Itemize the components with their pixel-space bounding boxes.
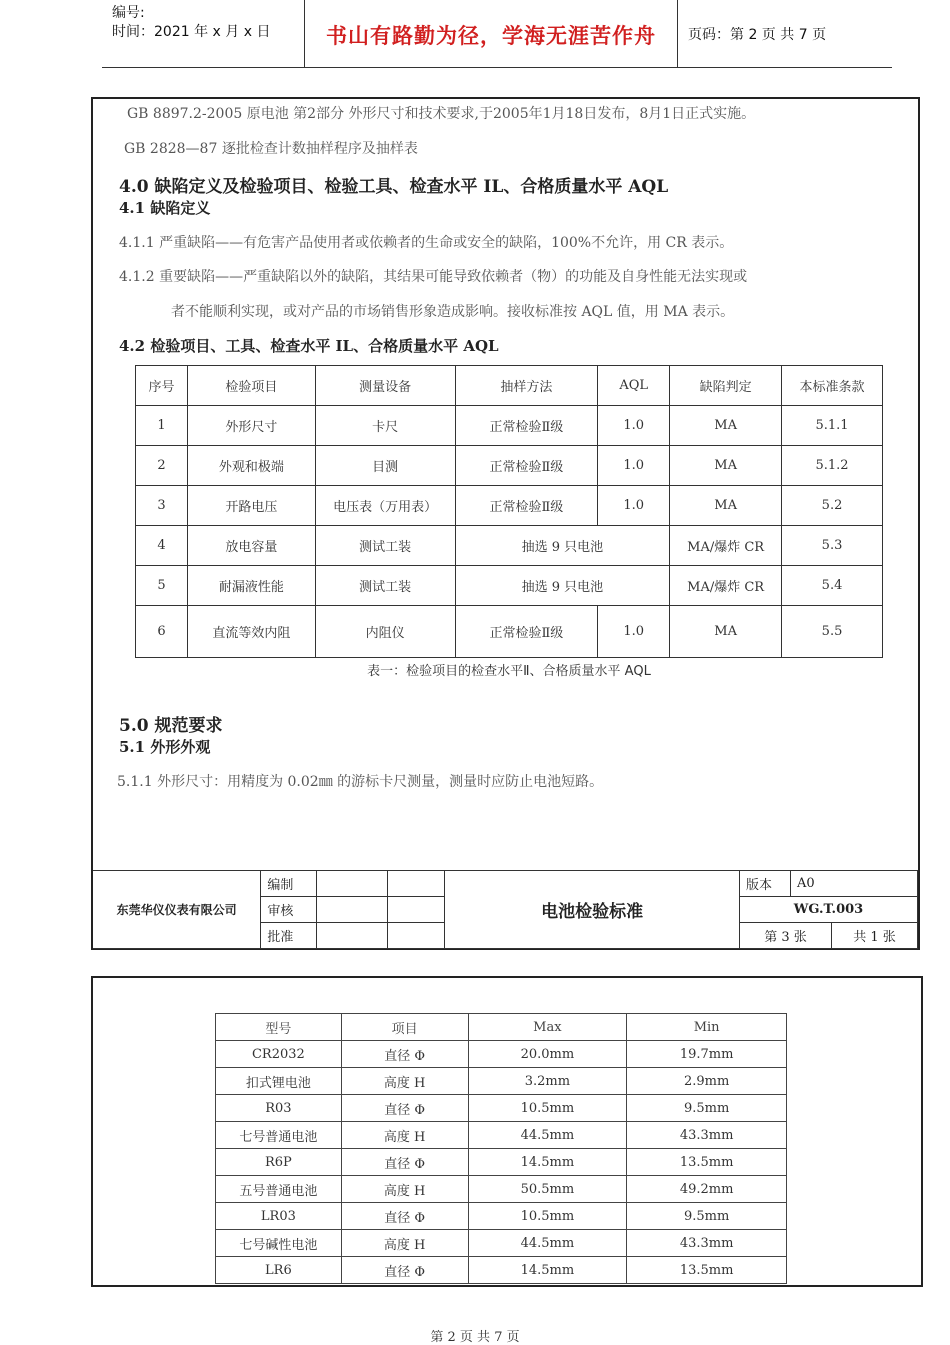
table-cell: 直径 Φ <box>341 1149 468 1176</box>
sheet-number: 第 3 张 <box>740 923 832 949</box>
table-row <box>216 1230 787 1257</box>
table-cell: 10.5mm <box>468 1095 627 1122</box>
table-cell: 1.0 <box>598 606 670 658</box>
header-divider <box>677 0 678 68</box>
table-cell: 2 <box>136 446 188 486</box>
subsection-title: 5.1 外形外观 <box>119 738 211 756</box>
table-header: 序号 <box>136 366 188 406</box>
subsection-title: 4.2 检验项目、工具、检查水平 IL、合格质量水平 AQL <box>119 337 499 355</box>
battery-type: 七号普通电池 <box>216 1122 342 1149</box>
battery-model: R6P <box>216 1149 342 1176</box>
table-cell: 卡尺 <box>315 406 455 446</box>
table-cell: MA <box>670 606 782 658</box>
table-cell: 1.0 <box>598 486 670 526</box>
document-title: 电池检验标准 <box>445 871 740 949</box>
table-cell: 14.5mm <box>468 1149 627 1176</box>
table-cell: 43.3mm <box>627 1122 787 1149</box>
signature-cell <box>317 923 388 949</box>
version-value: A0 <box>791 871 918 897</box>
table-cell: 49.2mm <box>627 1176 787 1203</box>
table-cell: 正常检验Ⅱ级 <box>455 486 598 526</box>
table-cell: 测试工装 <box>315 526 455 566</box>
table-header: 型号 <box>216 1014 342 1041</box>
section-title: 4.0 缺陷定义及检验项目、检验工具、检查水平 IL、合格质量水平 AQL <box>119 177 669 197</box>
table-caption: 表一：检验项目的检查水平Ⅱ、合格质量水平 AQL <box>367 664 651 679</box>
table-header: Min <box>627 1014 787 1041</box>
table-cell: MA/爆炸 CR <box>670 566 782 606</box>
battery-model: LR6 <box>216 1257 342 1284</box>
table-row <box>136 566 883 606</box>
table-cell: 外观和极端 <box>187 446 315 486</box>
table-cell: 放电容量 <box>187 526 315 566</box>
table-cell: 高度 H <box>341 1122 468 1149</box>
table-cell: 4 <box>136 526 188 566</box>
battery-model: R03 <box>216 1095 342 1122</box>
table-cell: 直径 Φ <box>341 1257 468 1284</box>
table-cell: 电压表（万用表） <box>315 486 455 526</box>
table-cell: 正常检验Ⅱ级 <box>455 606 598 658</box>
motto: 书山有路勤为径，学海无涯苦作舟 <box>326 24 656 48</box>
table-row <box>216 1041 787 1068</box>
sheet-total: 共 1 张 <box>831 923 917 949</box>
number-label: 编号: <box>112 5 145 21</box>
page-number: 页码：第 2 页 共 7 页 <box>688 27 827 43</box>
header-rule <box>102 67 892 68</box>
table-cell: 5.5 <box>782 606 883 658</box>
company-name: 东莞华仪仪表有限公司 <box>93 871 261 949</box>
page-footer-number: 第 2 页 共 7 页 <box>430 1330 520 1345</box>
title-block <box>93 870 918 949</box>
section-title: 5.0 规范要求 <box>119 716 223 736</box>
dimension-table <box>215 1013 787 1284</box>
table-row <box>216 1068 787 1095</box>
table-cell: 1.0 <box>598 406 670 446</box>
table-cell: 9.5mm <box>627 1203 787 1230</box>
inspection-table <box>135 365 883 658</box>
table-cell: 测试工装 <box>315 566 455 606</box>
version-label: 版本 <box>740 871 791 897</box>
table-cell: 直径 Φ <box>341 1203 468 1230</box>
header-meta <box>112 4 270 42</box>
table-cell: 3 <box>136 486 188 526</box>
table-header: 本标准条款 <box>782 366 883 406</box>
battery-model: CR2032 <box>216 1041 342 1068</box>
table-cell: 20.0mm <box>468 1041 627 1068</box>
table-row <box>136 486 883 526</box>
table-cell: MA <box>670 406 782 446</box>
table-cell: 9.5mm <box>627 1095 787 1122</box>
signature-cell <box>317 897 388 923</box>
table-cell: 高度 H <box>341 1176 468 1203</box>
table-cell: 直径 Φ <box>341 1095 468 1122</box>
table-cell: MA <box>670 486 782 526</box>
date-cell <box>388 897 445 923</box>
table-cell: 44.5mm <box>468 1122 627 1149</box>
defect-definition: 4.1.2 重要缺陷——严重缺陷以外的缺陷，其结果可能导致依赖者（物）的功能及自身性能无法实现或 <box>119 269 748 285</box>
table-cell: 高度 H <box>341 1068 468 1095</box>
table-header-row <box>216 1014 787 1041</box>
table-row <box>216 1149 787 1176</box>
table-cell: 5.1.2 <box>782 446 883 486</box>
approve-label: 批准 <box>261 923 317 949</box>
date-cell <box>388 871 445 897</box>
table-header: 项目 <box>341 1014 468 1041</box>
table-cell: 抽选 9 只电池 <box>455 566 670 606</box>
table-row <box>216 1257 787 1284</box>
table-cell: 5.2 <box>782 486 883 526</box>
table-cell: 6 <box>136 606 188 658</box>
table-cell: 1.0 <box>598 446 670 486</box>
table-cell: 5.4 <box>782 566 883 606</box>
table-cell: 外形尺寸 <box>187 406 315 446</box>
table-header: AQL <box>598 366 670 406</box>
table-cell: 1 <box>136 406 188 446</box>
subsection-title: 4.1 缺陷定义 <box>119 199 211 217</box>
requirement-item: 5.1.1 外形尺寸：用精度为 0.02㎜ 的游标卡尺测量，测量时应防止电池短路。 <box>117 774 604 790</box>
review-label: 审核 <box>261 897 317 923</box>
table-cell: 直径 Φ <box>341 1041 468 1068</box>
table-row <box>136 526 883 566</box>
table-cell: 内阻仪 <box>315 606 455 658</box>
table-cell: 直流等效内阻 <box>187 606 315 658</box>
table-cell: 高度 H <box>341 1230 468 1257</box>
table-cell: 3.2mm <box>468 1068 627 1095</box>
reference-standard: GB 8897.2-2005 原电池 第2部分 外形尺寸和技术要求,于2005年1月18日发布，8月1日正式实施。 <box>127 106 756 122</box>
table-row <box>216 1176 787 1203</box>
table-cell: 44.5mm <box>468 1230 627 1257</box>
table-cell: 5.1.1 <box>782 406 883 446</box>
table-row <box>216 1122 787 1149</box>
table-cell: 耐漏液性能 <box>187 566 315 606</box>
table-cell: 开路电压 <box>187 486 315 526</box>
defect-definition-cont: 者不能顺利实现，或对产品的市场销售形象造成影响。接收标准按 AQL 值，用 MA 表示。 <box>171 304 735 320</box>
table-cell: 5.3 <box>782 526 883 566</box>
edit-label: 编制 <box>261 871 317 897</box>
table-cell: 5 <box>136 566 188 606</box>
document-code: WG.T.003 <box>740 897 918 923</box>
table-row <box>216 1203 787 1230</box>
table-cell: 43.3mm <box>627 1230 787 1257</box>
table-header-row <box>136 366 883 406</box>
battery-type: 七号碱性电池 <box>216 1230 342 1257</box>
table-header: 测量设备 <box>315 366 455 406</box>
date-cell <box>388 923 445 949</box>
time-label: 时间：2021 年 x 月 x 日 <box>112 24 271 40</box>
table-row <box>136 406 883 446</box>
table-cell: 50.5mm <box>468 1176 627 1203</box>
battery-type: 扣式锂电池 <box>216 1068 342 1095</box>
table-cell: 13.5mm <box>627 1149 787 1176</box>
table-row <box>136 446 883 486</box>
table-row <box>136 606 883 658</box>
table-cell: 目测 <box>315 446 455 486</box>
table-cell: 13.5mm <box>627 1257 787 1284</box>
table-cell: 2.9mm <box>627 1068 787 1095</box>
table-cell: 正常检验Ⅱ级 <box>455 446 598 486</box>
table-cell: 正常检验Ⅱ级 <box>455 406 598 446</box>
table-cell: 14.5mm <box>468 1257 627 1284</box>
table-row <box>216 1095 787 1122</box>
table-cell: 抽选 9 只电池 <box>455 526 670 566</box>
signature-cell <box>317 871 388 897</box>
table-cell: 10.5mm <box>468 1203 627 1230</box>
reference-standard: GB 2828—87 逐批检查计数抽样程序及抽样表 <box>124 141 418 157</box>
battery-model: LR03 <box>216 1203 342 1230</box>
table-header: 检验项目 <box>187 366 315 406</box>
table-cell: MA <box>670 446 782 486</box>
table-header: Max <box>468 1014 627 1041</box>
table-cell: 19.7mm <box>627 1041 787 1068</box>
table-cell: MA/爆炸 CR <box>670 526 782 566</box>
battery-type: 五号普通电池 <box>216 1176 342 1203</box>
table-header: 缺陷判定 <box>670 366 782 406</box>
table-header: 抽样方法 <box>455 366 598 406</box>
defect-definition: 4.1.1 严重缺陷——有危害产品使用者或依赖者的生命或安全的缺陷，100%不允许，用 CR 表示。 <box>119 235 734 251</box>
